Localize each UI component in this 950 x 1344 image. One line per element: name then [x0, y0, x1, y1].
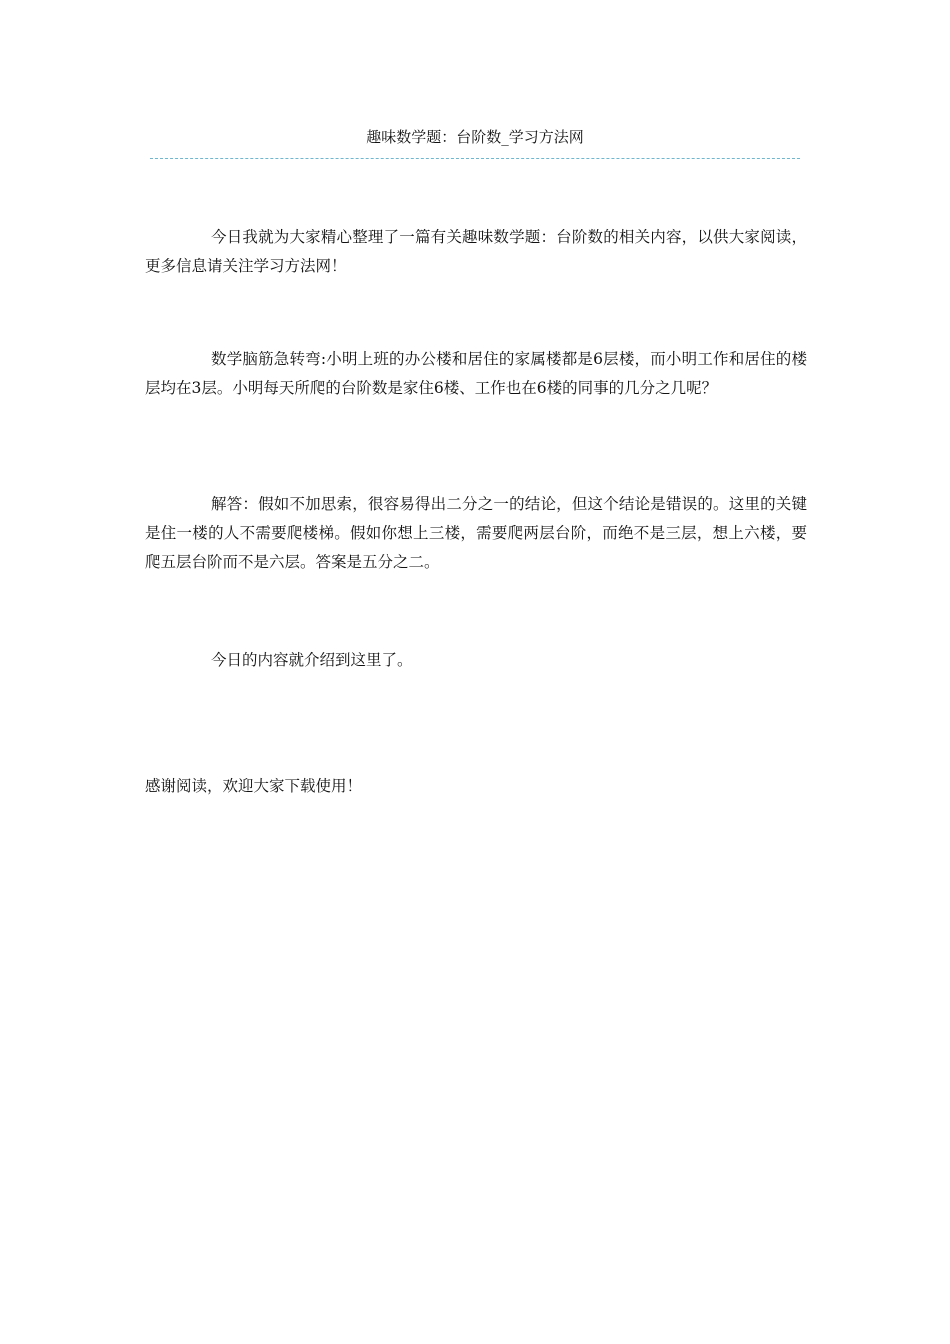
page-title: 趣味数学题：台阶数_学习方法网 — [366, 128, 584, 146]
title-divider — [150, 158, 800, 159]
closing-text: 感谢阅读，欢迎大家下载使用！ — [145, 777, 363, 795]
answer-paragraph: 解答：假如不加思索，很容易得出二分之一的结论，但这个结论是错误的。这里的关键是住一楼的人不需要爬楼梯。假如你想上三楼，需要爬两层台阶，而绝不是三层，想上六楼，要爬五层台阶而不是六层。答案是五分之二。 — [145, 495, 807, 571]
question-paragraph: 数学脑筋急转弯:小明上班的办公楼和居住的家属楼都是6层楼，而小明工作和居住的楼层均在3层。小明每天所爬的台阶数是家住6楼、工作也在6楼的同事的几分之几呢？ — [145, 350, 807, 397]
intro-paragraph: 今日我就为大家精心整理了一篇有关趣味数学题：台阶数的相关内容，以供大家阅读，更多信息请关注学习方法网！ — [145, 228, 807, 275]
conclusion-paragraph: 今日的内容就介绍到这里了。 — [211, 651, 413, 669]
